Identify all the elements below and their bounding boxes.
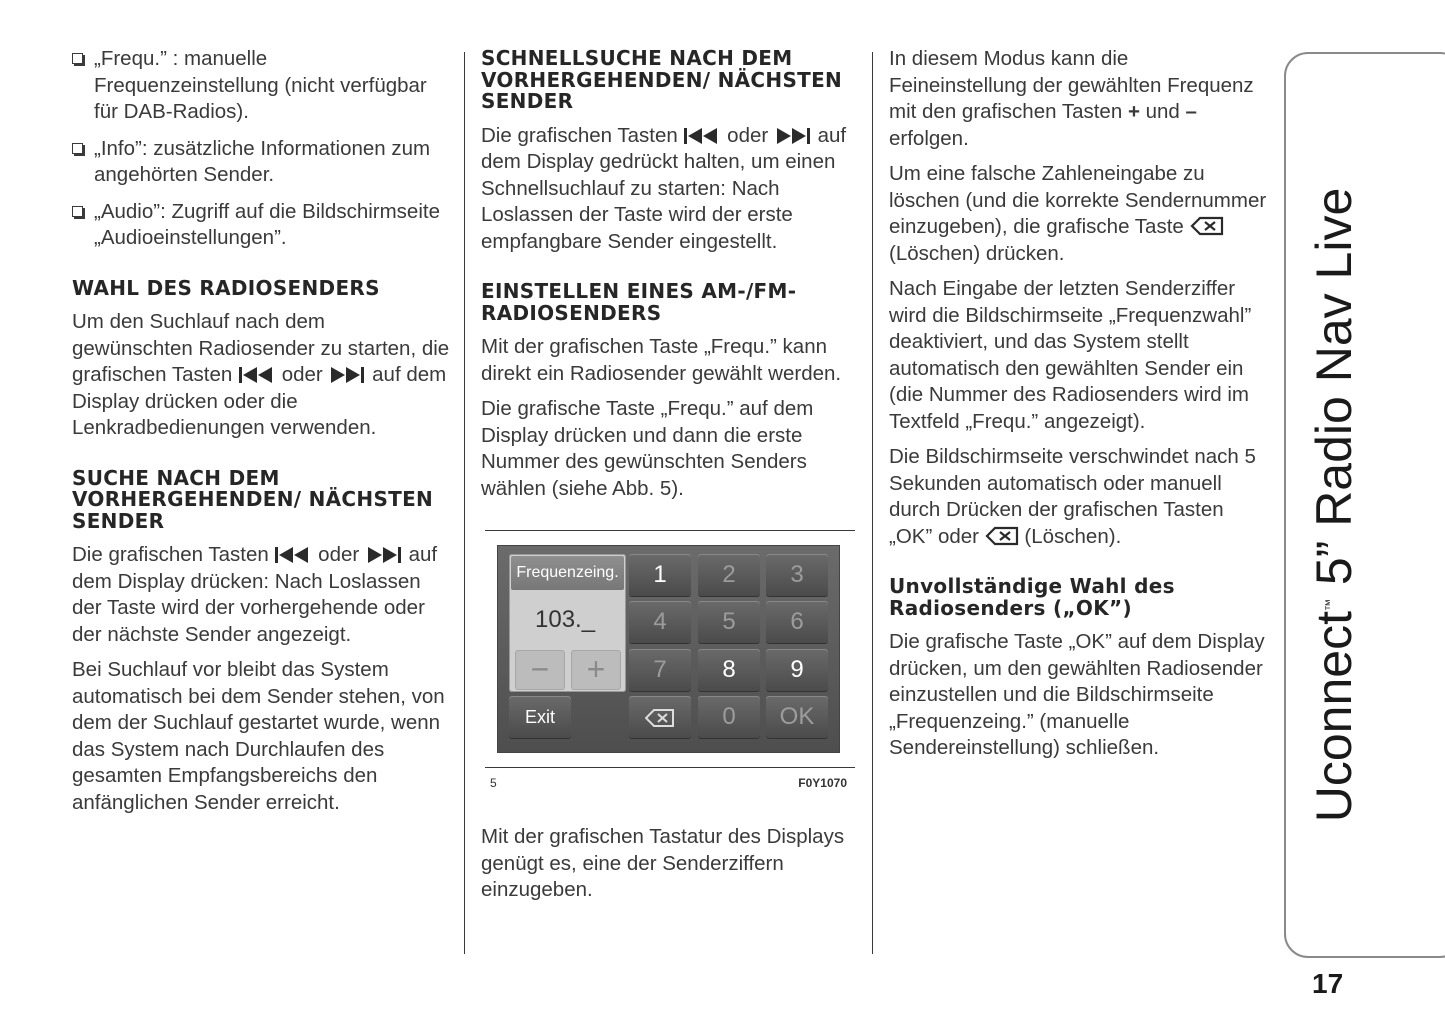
- column-3: [889, 46, 1269, 771]
- figure-number: 5: [490, 776, 497, 790]
- chapter-title: Uconnect™ 5” Radio Nav Live: [1306, 187, 1362, 823]
- minus-button[interactable]: −: [515, 650, 565, 690]
- key-3[interactable]: 3: [766, 554, 828, 596]
- paragraph: Mit der grafischen Taste „Frequ.” kann direkt ein Radiosender gewählt werden.: [481, 335, 842, 385]
- key-0[interactable]: 0: [698, 696, 760, 738]
- column-divider: [464, 52, 465, 954]
- exit-button[interactable]: Exit: [509, 696, 571, 738]
- paragraph: Die grafische Taste „Frequ.” auf dem Display drücken und dann die erste Nummer des gewünschten Senders wählen (siehe Abb. 5).: [481, 397, 814, 500]
- list-item: „Audio”: Zugriff auf die Bildschirmseite „Audioeinstellungen”.: [72, 199, 450, 252]
- page-number: 17: [1312, 968, 1344, 999]
- figure-top-rule: [485, 530, 855, 531]
- section-heading-suche: SUCHE NACH DEM VORHERGEHENDEN/ NÄCHSTEN SENDER: [72, 465, 434, 533]
- paragraph: Um eine falsche Zahleneingabe zu löschen (und die korrekte Sendernummer einzugeben), die grafische Taste (Löschen) drücken.: [889, 162, 1267, 265]
- paragraph: Mit der grafischen Tastatur des Displays genügt es, eine der Senderziffern einzugeben.: [481, 825, 845, 901]
- previous-track-icon: [683, 127, 721, 145]
- paragraph: Die grafische Taste „OK” auf dem Display drücken, um den gewählten Radiosender einzustellen und die Bildschirmseite „Frequenzeing.” (manuelle Sendereinstellung) schließen.: [889, 630, 1265, 759]
- figure-5: [485, 530, 855, 790]
- key-1[interactable]: 1: [629, 554, 691, 596]
- backspace-icon: [645, 709, 675, 727]
- paragraph: Die grafischen Tasten oder auf dem Display gedrückt halten, um einen Schnellsuchlauf zu starten: Nach Loslassen der Taste wird der erste empfangbare Sender eingestellt.: [481, 123, 847, 253]
- column-1: [72, 46, 450, 825]
- paragraph: Die grafischen Tasten oder auf dem Display drücken: Nach Loslassen der Taste wird der vorhergehende oder der nächste Sender angezeigt.: [72, 543, 438, 646]
- section-heading-einstellen: EINSTELLEN EINES AM-/FM-RADIOSENDERS: [481, 279, 797, 325]
- figure-caption: [485, 776, 847, 790]
- ok-button[interactable]: OK: [766, 696, 828, 738]
- delete-button[interactable]: [629, 696, 691, 738]
- previous-track-icon: [274, 546, 312, 564]
- paragraph: Um den Suchlauf nach dem gewünschten Radiosender zu starten, die grafischen Tasten oder auf dem Display drücken oder die Lenkradbedienungen verwenden.: [72, 310, 450, 439]
- section-heading-unvollstaendig: Unvollständige Wahl des Radiosenders („OK”): [889, 574, 1175, 620]
- frequency-panel: [509, 554, 626, 692]
- plus-symbol: +: [1127, 100, 1140, 123]
- list-item: „Info”: zusätzliche Informationen zum angehörten Sender.: [72, 136, 450, 189]
- section-heading-schnellsuche: SCHNELLSUCHE NACH DEM VORHERGEHENDEN/ NÄCHSTEN SENDER: [481, 46, 843, 113]
- key-6[interactable]: 6: [766, 601, 828, 643]
- radio-screen: [497, 545, 840, 753]
- key-5[interactable]: 5: [698, 601, 760, 643]
- figure-bottom-rule: [485, 767, 855, 768]
- figure-code: F0Y1070: [798, 776, 847, 790]
- key-2[interactable]: 2: [698, 554, 760, 596]
- checkbox-bullet-icon: [72, 206, 83, 217]
- section-heading-wahl: WAHL DES RADIOSENDERS: [72, 275, 380, 300]
- backspace-icon: [985, 526, 1019, 546]
- previous-track-icon: [238, 366, 276, 384]
- paragraph: Nach Eingabe der letzten Senderziffer wird die Bildschirmseite „Frequenzwahl” deaktiviert, und das System stellt automatisch den gewählten Sender ein (die Nummer des Radiosenders wird im Textfeld „Frequ.” angezeigt).: [889, 277, 1252, 433]
- paragraph: In diesem Modus kann die Feineinstellung der gewählten Frequenz mit den grafischen Tasten + und – erfolgen.: [889, 47, 1254, 150]
- checkbox-bullet-icon: [72, 53, 83, 64]
- next-track-icon: [774, 127, 812, 145]
- column-divider: [872, 52, 873, 954]
- next-track-icon: [365, 546, 403, 564]
- trademark-mark: ™: [1322, 599, 1337, 612]
- key-8[interactable]: 8: [698, 649, 760, 691]
- paragraph: Bei Suchlauf vor bleibt das System automatisch bei dem Sender stehen, von dem der Suchlauf gestartet wurde, wenn das System nach Durchlaufen des gesamten Empfangsbereichs den anfänglichen Sender erreicht.: [72, 658, 445, 814]
- column-2: [481, 46, 859, 913]
- list-item: „Frequ.” : manuelle Frequenzeinstellung (nicht verfügbar für DAB-Radios).: [72, 46, 450, 126]
- minus-symbol: –: [1185, 100, 1197, 123]
- paragraph: Die Bildschirmseite verschwindet nach 5 Sekunden automatisch oder manuell durch Drücken der grafischen Tasten „OK” oder (Löschen).: [889, 445, 1256, 548]
- key-7[interactable]: 7: [629, 649, 691, 691]
- plus-button[interactable]: +: [571, 650, 621, 690]
- key-9[interactable]: 9: [766, 649, 828, 691]
- frequency-panel-title: Frequenzeing.: [511, 556, 624, 590]
- key-4[interactable]: 4: [629, 601, 691, 643]
- backspace-icon: [1190, 216, 1224, 236]
- next-track-icon: [328, 366, 366, 384]
- checkbox-bullet-icon: [72, 143, 83, 154]
- frequency-value: 103._: [535, 606, 596, 633]
